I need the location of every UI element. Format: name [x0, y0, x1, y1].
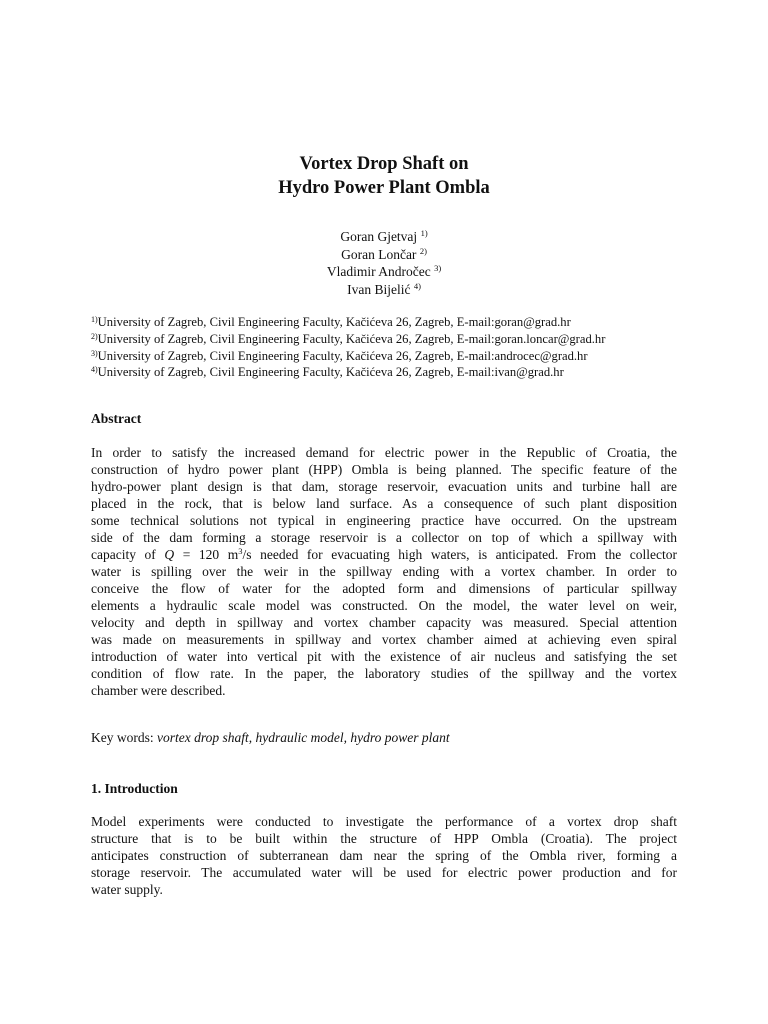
- formula-suffix: /s needed for evacuating high waters, is anticipated. From the collector: [242, 547, 677, 562]
- abstract-heading: Abstract: [91, 411, 142, 426]
- text-line: hydro-power plant design is that dam, storage reservoir, evacuation units and turbine hall are: [91, 479, 677, 494]
- text-line: condition of flow rate. In the paper, the laboratory studies of the spillway and the vortex: [91, 666, 677, 681]
- text-line: introduction of water into vertical pit with the existence of air nucleus and satisfying the set: [91, 649, 677, 664]
- affiliation-list: [91, 314, 711, 381]
- author: [0, 281, 768, 299]
- affiliation-mark: 4): [91, 365, 98, 375]
- text-line: side of the dam forming a storage reservoir is a collector on top of which a spillway with: [91, 530, 677, 545]
- text-line: In order to satisfy the increased demand for electric power in the Republic of Croatia, the: [91, 445, 677, 460]
- abstract-paragraph: [91, 444, 677, 699]
- text-line-formula: [91, 546, 677, 563]
- text-line: anticipates construction of subterranean dam near the spring of the Ombla river, forming a: [91, 848, 677, 863]
- title-line-1: Vortex Drop Shaft on: [299, 154, 469, 174]
- author-name: Ivan Bijelić: [347, 281, 411, 297]
- text-line: some technical solutions not typical in engineering practice have occurred. On the upstream: [91, 513, 677, 528]
- author-mark: 2): [419, 245, 427, 256]
- author-mark: 3): [434, 263, 442, 273]
- keywords-label: Key words:: [91, 730, 157, 745]
- keywords: [91, 729, 450, 746]
- title-line-2: Hydro Power Plant Ombla: [278, 178, 490, 198]
- text-line: elements a hydraulic scale model was constructed. On the model, the water level on weir,: [91, 598, 677, 613]
- affiliation-text: University of Zagreb, Civil Engineering Faculty, Kačićeva 26, Zagreb, E-mail:androcec@grad.hr: [97, 348, 588, 363]
- affiliation-mark: 3): [91, 348, 98, 358]
- affiliation-mark: 2): [91, 331, 98, 341]
- author-name: Vladimir Andročec: [326, 264, 431, 279]
- text-line: placed in the rock, that is below land surface. As a consequence of such plant disposition: [91, 496, 677, 511]
- text-line: conceive the flow of water for the adopted form and dimensions of particular spillway: [91, 581, 677, 596]
- affiliation: [91, 331, 711, 348]
- text-line: storage reservoir. The accumulated water will be used for electric power production and for: [91, 865, 677, 880]
- affiliation: [91, 314, 711, 331]
- affiliation: [91, 364, 711, 381]
- affiliation-mark: 1): [91, 315, 98, 324]
- text-line: was made on measurements in spillway and vortex chamber aimed at achieving even spiral: [91, 632, 677, 647]
- affiliation-text: University of Zagreb, Civil Engineering Faculty, Kačićeva 26, Zagreb, E-mail:goran@grad.hr: [97, 315, 571, 329]
- affiliation-text: University of Zagreb, Civil Engineering Faculty, Kačićeva 26, Zagreb, E-mail:ivan@grad.hr: [97, 365, 564, 380]
- paper-title: [0, 152, 768, 200]
- author-list: [0, 228, 768, 298]
- flow-value: = 120 m: [174, 547, 239, 562]
- introduction-paragraph: [91, 813, 677, 898]
- author-name: Goran Lončar: [341, 246, 417, 262]
- author-mark: 4): [413, 280, 421, 291]
- text-line: water supply.: [91, 882, 163, 897]
- author-name: Goran Gjetvaj: [340, 229, 418, 244]
- author: [0, 228, 768, 246]
- author: [0, 246, 768, 264]
- text-line: Model experiments were conducted to investigate the performance of a vortex drop shaft: [91, 814, 677, 829]
- text-line: construction of hydro power plant (HPP) Ombla is being planned. The specific feature of the: [91, 462, 677, 477]
- introduction-heading: 1. Introduction: [91, 781, 178, 796]
- author: [0, 263, 768, 281]
- affiliation: [91, 348, 711, 365]
- formula-prefix: capacity of: [91, 547, 165, 562]
- text-line: water is spilling over the weir in the spillway ending with a vortex chamber. In order to: [91, 564, 677, 579]
- text-line: velocity and depth in spillway and vortex chamber capacity was measured. Special attention: [91, 615, 677, 630]
- text-line: chamber were described.: [91, 683, 226, 698]
- text-line: structure that is to be built within the structure of HPP Ombla (Croatia). The project: [91, 831, 677, 846]
- flow-exponent: 3: [238, 546, 243, 556]
- affiliation-text: University of Zagreb, Civil Engineering Faculty, Kačićeva 26, Zagreb, E-mail:goran.loncar@grad.hr: [97, 331, 606, 346]
- author-mark: 1): [420, 228, 428, 238]
- flow-symbol: Q: [164, 547, 175, 562]
- keywords-terms: vortex drop shaft, hydraulic model, hydro power plant: [157, 730, 450, 745]
